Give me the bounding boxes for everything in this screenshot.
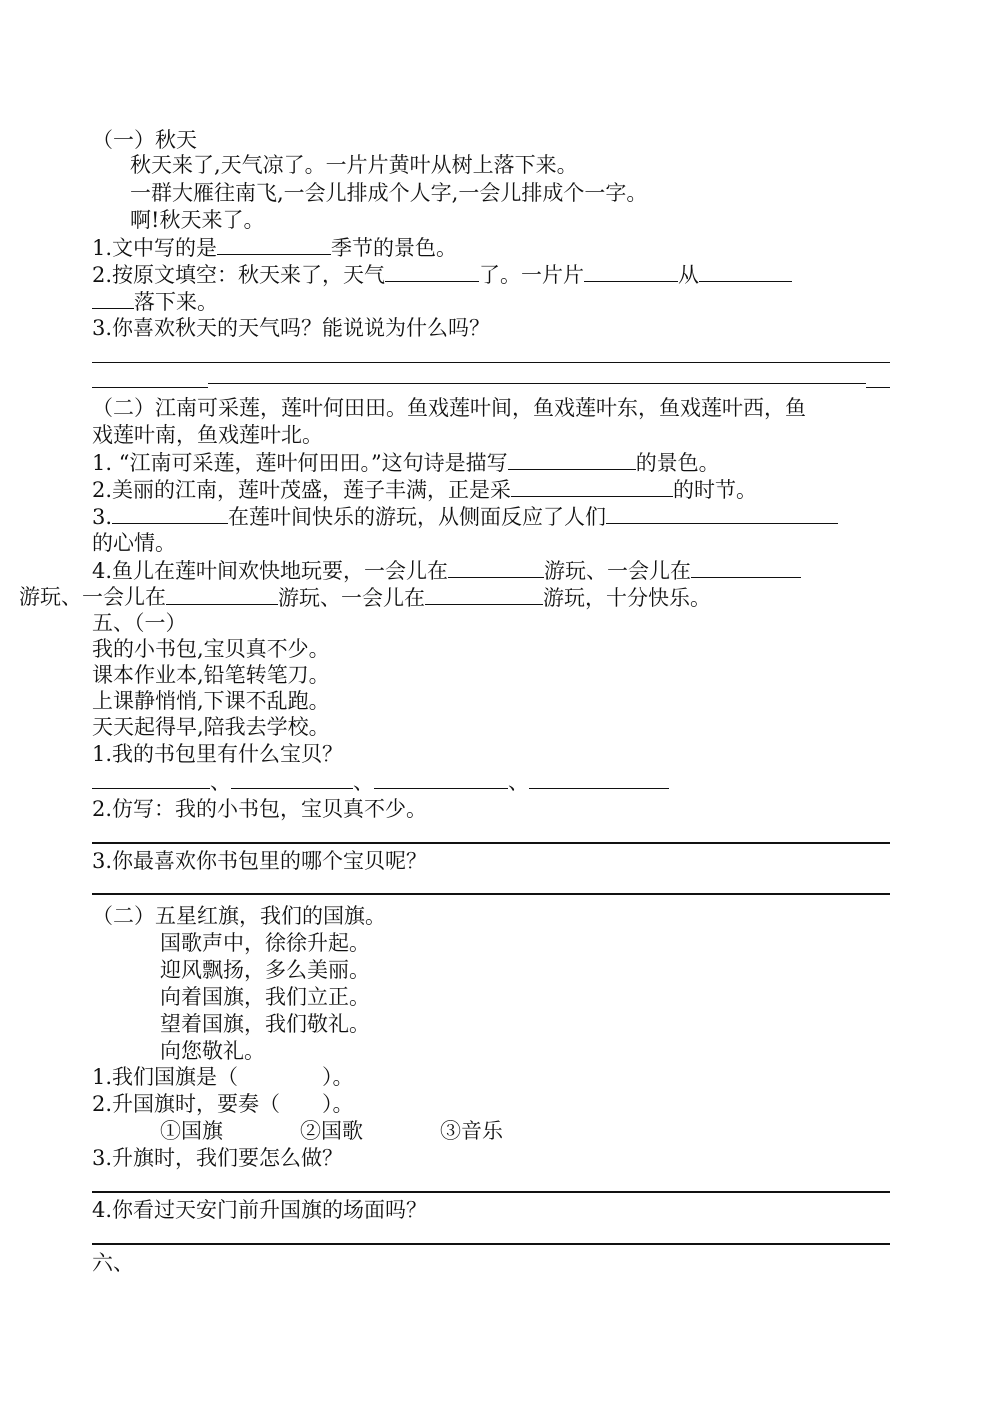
- poem-line: 迎风飘扬，多么美丽。: [160, 958, 370, 982]
- question-4: 4.你看过天安门前升国旗的场面吗？: [92, 1198, 428, 1222]
- question-text: 游玩、一会儿在: [278, 586, 425, 610]
- question-text: 2.按原文填空：秋天来了，天气: [92, 263, 386, 287]
- poem-line: 我的小书包,宝贝真不少。: [92, 637, 330, 661]
- answer-line[interactable]: [92, 1191, 890, 1193]
- answer-line[interactable]: [92, 1243, 890, 1245]
- answer-blank[interactable]: [699, 261, 792, 282]
- question-text: 的景色。: [635, 451, 720, 475]
- question-1: 1.我们国旗是（ ）。: [92, 1065, 354, 1089]
- question-text: 4.鱼儿在莲叶间欢快地玩要，一会儿在: [92, 559, 449, 583]
- question-text: 了。一片片: [479, 263, 585, 287]
- poem-line: 向着国旗，我们立正。: [160, 985, 370, 1009]
- separator: 、: [508, 770, 529, 794]
- answer-blank[interactable]: [425, 584, 543, 605]
- question-2-cont: [92, 288, 218, 315]
- answer-line[interactable]: [208, 383, 866, 384]
- question-2: [92, 261, 792, 288]
- answer-line[interactable]: [92, 362, 890, 363]
- poem-line: 天天起得早,陪我去学校。: [92, 715, 330, 739]
- poem-line: 上课静悄悄,下课不乱跑。: [92, 689, 330, 713]
- poem-line: （二）江南可采莲，莲叶何田田。鱼戏莲叶间，鱼戏莲叶东，鱼戏莲叶西，鱼: [92, 396, 806, 420]
- question-3-cont: 的心情。: [92, 531, 176, 555]
- option-2[interactable]: ②国歌: [300, 1119, 363, 1143]
- question-3: 3.升旗时，我们要怎么做？: [92, 1146, 344, 1170]
- question-text: 2.美丽的江南，莲叶茂盛，莲子丰满，正是采: [92, 478, 512, 502]
- option-3[interactable]: ③音乐: [440, 1119, 503, 1143]
- answer-blank[interactable]: [217, 234, 331, 255]
- answer-blank[interactable]: [448, 557, 544, 578]
- section-title-autumn: （一）秋天: [92, 128, 197, 152]
- question-1: [92, 449, 720, 476]
- question-3: 3.你喜欢秋天的天气吗？能说说为什么吗？: [92, 316, 491, 340]
- question-3: 3.你最喜欢你书包里的哪个宝贝呢？: [92, 849, 428, 873]
- answer-line[interactable]: [92, 842, 890, 844]
- section-title-flag: （二）五星红旗，我们的国旗。: [92, 904, 386, 928]
- answer-blank[interactable]: [584, 261, 678, 282]
- poem-line: 戏莲叶南，鱼戏莲叶北。: [92, 423, 323, 447]
- answer-line[interactable]: [92, 387, 208, 388]
- question-4: [92, 557, 801, 584]
- passage-line: 啊!秋天来了。: [130, 208, 265, 232]
- question-2: 2.升国旗时，要奏（ ）。: [92, 1092, 354, 1116]
- answer-blank[interactable]: [374, 768, 508, 789]
- passage-line: 秋天来了,天气凉了。一片片黄叶从树上落下来。: [130, 153, 578, 177]
- question-4-cont: [19, 584, 711, 611]
- question-text: 游玩，十分快乐。: [543, 586, 711, 610]
- answer-blank[interactable]: [529, 768, 669, 789]
- question-text: 游玩、一会儿在: [19, 585, 166, 609]
- answer-line[interactable]: [866, 387, 890, 388]
- question-text: 1.文中写的是: [92, 236, 218, 260]
- passage-line: 一群大雁往南飞,一会儿排成个人字,一会儿排成个一字。: [130, 181, 648, 205]
- answer-blank[interactable]: [385, 261, 479, 282]
- answer-blank[interactable]: [691, 557, 801, 578]
- option-1[interactable]: ①国旗: [160, 1119, 223, 1143]
- poem-line: 国歌声中，徐徐升起。: [160, 931, 370, 955]
- answer-blank[interactable]: [606, 503, 838, 524]
- question-text: 游玩、一会儿在: [544, 559, 692, 583]
- section-heading-5: 五、（一）: [92, 611, 187, 635]
- answer-blank[interactable]: [231, 768, 353, 789]
- poem-line: 望着国旗，我们敬礼。: [160, 1012, 370, 1036]
- question-text: 的时节。: [673, 478, 758, 502]
- question-1: 1.我的书包里有什么宝贝？: [92, 742, 344, 766]
- question-text: 季节的景色。: [331, 236, 458, 260]
- question-text: 落下来。: [134, 290, 218, 314]
- question-text: 在莲叶间快乐的游玩，从侧面反应了人们: [228, 505, 607, 529]
- question-text: 1. “江南可采莲，莲叶何田田。”这句诗是描写: [92, 451, 508, 475]
- question-3: [92, 503, 838, 530]
- answer-blank[interactable]: [92, 768, 210, 789]
- answer-line[interactable]: [92, 893, 890, 895]
- question-text: 从: [678, 263, 700, 287]
- question-2: [92, 476, 757, 503]
- answer-blank[interactable]: [112, 503, 228, 524]
- answer-blank[interactable]: [511, 476, 673, 497]
- section-heading-6: 六、: [92, 1251, 134, 1275]
- question-1: [92, 234, 457, 261]
- poem-line: 向您敬礼。: [160, 1039, 265, 1063]
- separator: 、: [353, 770, 374, 794]
- separator: 、: [210, 770, 231, 794]
- poem-line: 课本作业本,铅笔转笔刀。: [92, 663, 330, 687]
- answer-blank[interactable]: [166, 584, 278, 605]
- question-text: 3.: [92, 505, 113, 529]
- question-2: 2.仿写：我的小书包，宝贝真不少。: [92, 797, 428, 821]
- answer-blank[interactable]: [92, 288, 134, 309]
- answer-row: [92, 768, 669, 795]
- answer-blank[interactable]: [508, 449, 636, 470]
